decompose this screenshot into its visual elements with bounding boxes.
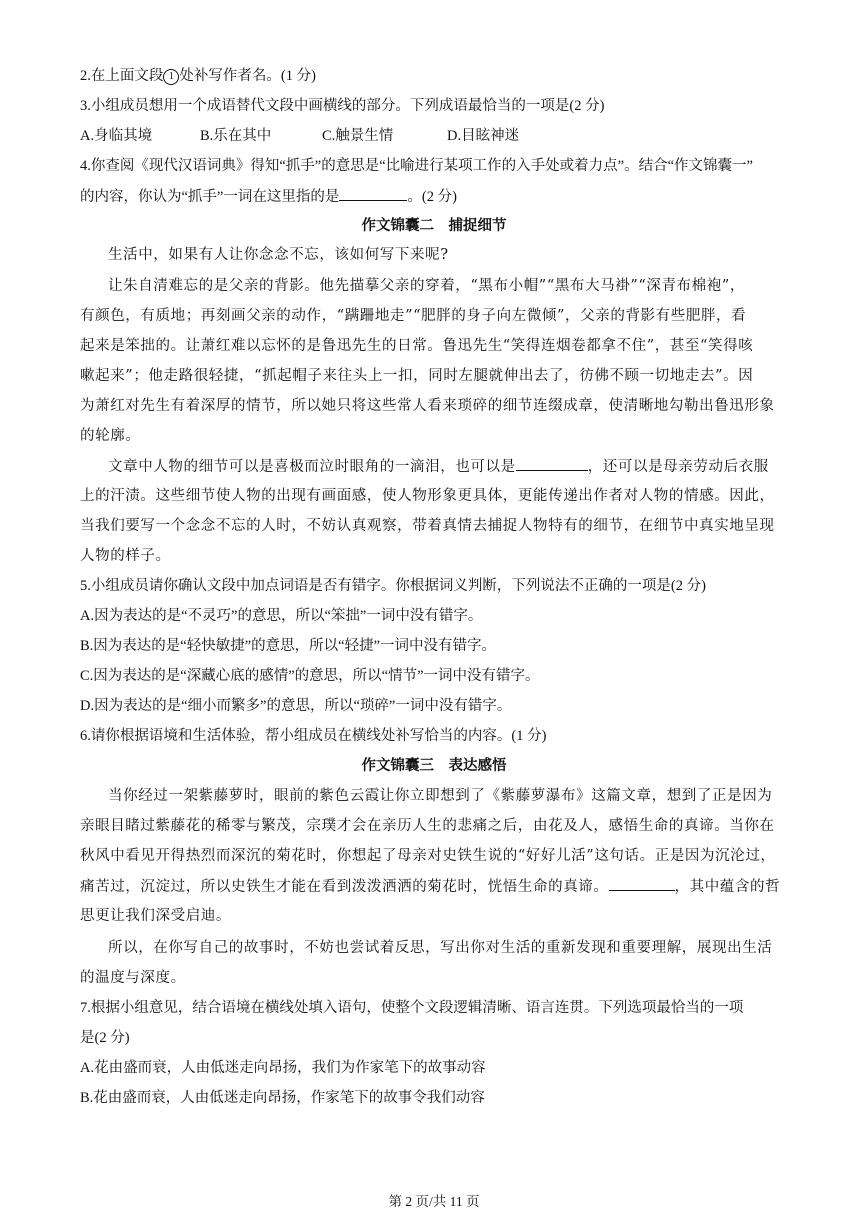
section-3-paragraph-2-line: 的温度与深度。 <box>80 970 186 986</box>
section-3-paragraph-1-line: 思更让我们深受启迪。 <box>80 908 231 924</box>
section-2-paragraph-2-line: 的轮廓。 <box>80 428 141 444</box>
q3-option-d: D.目眩神迷 <box>447 128 520 144</box>
question-3-options <box>80 126 788 146</box>
section-3-title: 作文锦囊三 表达感悟 <box>361 758 507 774</box>
q5-option-c: C.因为表达的是“深藏心底的感情”的意思，所以“情节”一词中没有错字。 <box>80 668 540 684</box>
question-4-line-2 <box>80 186 788 207</box>
section-3-paragraph-1-line: 秋风中看见开得热烈而深沉的菊花时，你想起了母亲对史铁生说的“好好儿活”这句话。正是因为沉沦过， <box>80 848 776 864</box>
section-2-paragraph-1: 生活中，如果有人让你念念不忘，该如何写下来呢? <box>108 247 449 263</box>
q3-option-c: C.触景生情 <box>322 128 394 144</box>
circled-number-marker: 1 <box>163 69 179 85</box>
question-7-line-2: 是(2 分) <box>80 1030 130 1046</box>
question-2 <box>80 66 788 86</box>
answer-blank[interactable] <box>516 456 588 471</box>
section-3-paragraph-1-line <box>80 876 788 897</box>
q3-option-b: B.乐在其中 <box>200 128 272 144</box>
question-3-stem: 3.小组成员想用一个成语替代文段中画横线的部分。下列成语最恰当的一项是(2 分) <box>80 98 605 114</box>
section-2-paragraph-2-line: 为萧红对先生有着深厚的情节，所以她只将这些常人看来琐碎的细节连缀成章，使清晰地勾勒出鲁迅形象 <box>80 398 775 414</box>
q2-text-b: 处补写作者名。(1 分) <box>179 68 316 84</box>
section-2-title: 作文锦囊二 捕捉细节 <box>361 218 507 234</box>
p3-text-b: ，还可以是母亲劳动后衣服 <box>587 459 769 475</box>
q3-option-a: A.身临其境 <box>80 128 153 144</box>
answer-blank[interactable] <box>339 186 407 201</box>
section-2-paragraph-2-line: 让朱自清难忘的是父亲的背影。他先描摹父亲的穿着，“黑布小帽”“黑布大马褂”“深青布棉袍”， <box>108 278 745 294</box>
section-2-paragraph-3-line: 上的汗渍。这些细节使人物的出现有画面感，使人物形象更具体，更能传递出作者对人物的情感。因此， <box>80 488 775 504</box>
p3-text-a: 文章中人物的细节可以是喜极而泣时眼角的一滴泪，也可以是 <box>108 459 516 475</box>
section-2-paragraph-2-line: 起来是笨拙的。让萧红难以忘怀的是鲁迅先生的日常。鲁迅先生“笑得连烟卷都拿不住”，甚至“笑得咳 <box>80 338 754 354</box>
section-2-paragraph-3-line <box>80 456 788 477</box>
question-6-stem: 6.请你根据语境和生活体验，帮小组成员在横线处补写恰当的内容。(1 分) <box>80 728 547 744</box>
section-2-paragraph-2-line: 嗽起来”；他走路很轻捷，“抓起帽子来往头上一扣，同时左腿就伸出去了，彷佛不顾一切地走去”。因 <box>80 368 754 384</box>
q5-option-b: B.因为表达的是“轻快敏捷”的意思，所以“轻捷”一词中没有错字。 <box>80 638 497 654</box>
s3-text-a: 痛苦过，沉淀过，所以史铁生才能在看到泼泼洒洒的菊花时，恍悟生命的真谛。 <box>80 879 609 895</box>
section-2-paragraph-2-line: 有颜色，有质地；再刻画父亲的动作，“蹒跚地走”“肥胖的身子向左微倾”，父亲的背影有些肥胖，看 <box>80 308 747 324</box>
section-2-paragraph-3-line: 当我们要写一个念念不忘的人时，不妨认真观察，带着真情去捕捉人物特有的细节，在细节中真实地呈现 <box>80 518 775 534</box>
q4-text-a: 的内容，你认为“抓手”一词在这里指的是 <box>80 189 340 205</box>
question-4-line-1: 4.你查阅《现代汉语词典》得知“抓手”的意思是“比喻进行某项工作的入手处或着力点”。结合“作文锦囊一” <box>80 158 753 174</box>
q5-option-d: D.因为表达的是“细小而繁多”的意思，所以“琐碎”一词中没有错字。 <box>80 698 512 714</box>
section-2-paragraph-3-line: 人物的样子。 <box>80 548 171 564</box>
q4-text-b: 。(2 分) <box>407 189 457 205</box>
answer-blank[interactable] <box>609 876 675 891</box>
q2-text-a: 2.在上面文段 <box>80 68 164 84</box>
section-3-paragraph-1-line: 亲眼目睹过紫藤花的稀零与繁茂，宗璞才会在亲历人生的悲痛之后，由花及人，感悟生命的真谛。当你在 <box>80 818 775 834</box>
q7-option-b: B.花由盛而衰，人由低迷走向昂扬，作家笔下的故事令我们动容 <box>80 1090 485 1106</box>
page-number-footer: 第 2 页/共 11 页 <box>388 1194 480 1209</box>
question-5-stem: 5.小组成员请你确认文段中加点词语是否有错字。你根据词义判断，下列说法不正确的一项是(2 分) <box>80 578 706 594</box>
s3-text-b: ，其中蕴含的哲 <box>674 879 781 895</box>
question-7-line-1: 7.根据小组意见，结合语境在横线处填入语句，使整个文段逻辑清晰、语言连贯。下列选项最恰当的一项 <box>80 1000 744 1016</box>
section-3-paragraph-1-line: 当你经过一架紫藤萝时，眼前的紫色云霞让你立即想到了《紫藤萝瀑布》这篇文章，想到了正是因为 <box>108 788 773 804</box>
q7-option-a: A.花由盛而衰，人由低迷走向昂扬，我们为作家笔下的故事动容 <box>80 1060 486 1076</box>
q5-option-a: A.因为表达的是“不灵巧”的意思，所以“笨拙”一词中没有错字。 <box>80 608 483 624</box>
section-3-paragraph-2-line: 所以，在你写自己的故事时，不妨也尝试着反思，写出你对生活的重新发现和重要理解，展现出生活 <box>108 940 773 956</box>
